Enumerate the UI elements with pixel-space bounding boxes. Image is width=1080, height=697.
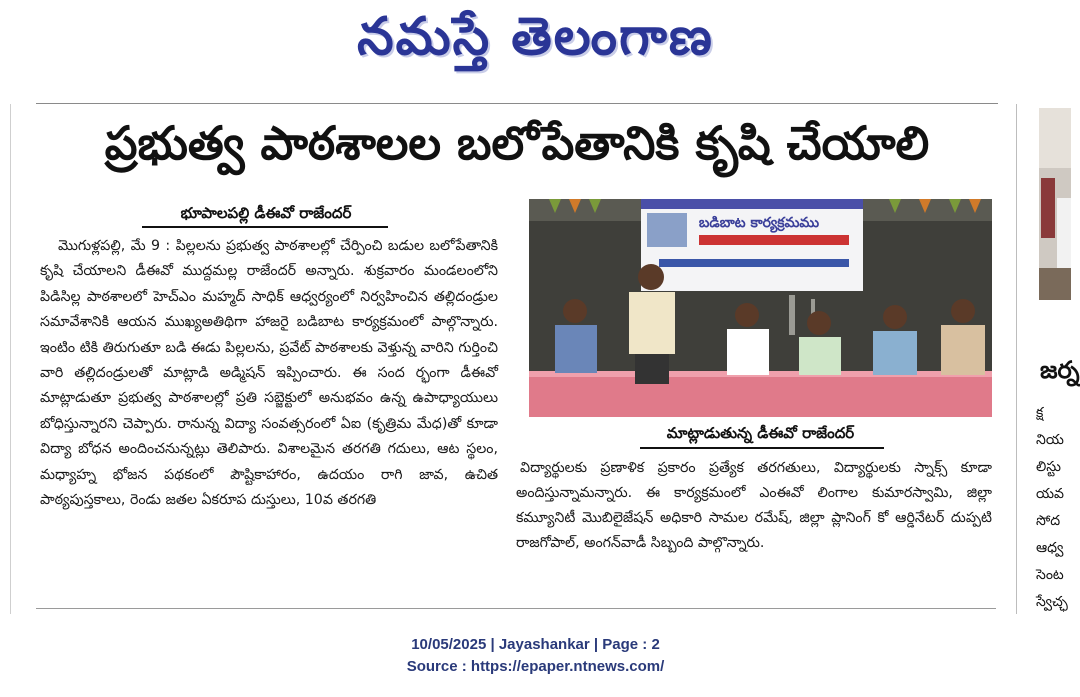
adjacent-text-line: స్వేచ్ఛ xyxy=(1036,594,1068,610)
adjacent-text-line: ఆధ్వ xyxy=(1036,540,1064,556)
adjacent-article-text xyxy=(1036,400,1071,610)
adjacent-text-line: లిస్టు xyxy=(1036,459,1061,475)
adjacent-article-headline: జర్న xyxy=(1040,356,1080,384)
article-photo xyxy=(529,199,992,417)
article-headline: ప్రభుత్వ పాఠశాలల బలోపేతానికి కృషి చేయాలి xyxy=(104,116,930,170)
footer-date-edition: 10/05/2025 | Jayashankar | Page : 2 xyxy=(411,636,660,653)
adjacent-photo-illustration xyxy=(1039,108,1071,300)
column-divider-left xyxy=(10,104,11,614)
article-body-right xyxy=(516,456,992,596)
adjacent-text-line: యవ xyxy=(1036,486,1064,502)
photo-caption: మాట్లాడుతున్న డీఈవో రాజేందర్ xyxy=(666,424,855,442)
photo-illustration xyxy=(529,199,992,417)
photo-banner-text: బడిబాట కార్యక్రమము xyxy=(698,215,820,231)
masthead xyxy=(0,0,1071,86)
adjacent-text-line: సెంట xyxy=(1036,567,1064,583)
article-byline: భూపాలపల్లి డీఈవో రాజేందర్ xyxy=(180,204,352,222)
body-paragraph-left: మొగుళ్లపల్లి, మే 9 : పిల్లలను ప్రభుత్వ పాఠశాలల్లో చేర్పించి బడుల బలోపేతానికి కృషి చేయాలని డీఈవో ముద్దమల్ల రాజేందర్ అన్నారు. శుక్రవారం మండలంలోని పిడిసిల్ల పాఠశాలలో హెచ్ఎం మహ్మద్ సాధిక్ ఆధ్వర్యంలో నిర్వహించిన తల్లిదండ్రుల సమావేశానికి ఆయన ముఖ్యఅతిథిగా హాజరై బడిబాట కార్యక్రమంలో పాల్గొన్నారు. ఇంటిం టికి తిరుగుతూ బడి ఈడు పిల్లలను, ప్రవేట్ పాఠశాలకు వెళ్తున్న వారిని గుర్తించి వారి తల్లిదండ్రులతో మాట్లాడి అడ్మిషన్ ఇప్పించారు. ఈ సంద ర్భంగా డీఈవో మాట్లాడుతూ ప్రభుత్వ పాఠశాలల్లో ప్రతి సబ్జెక్టులో అనుభవం ఉన్న ఉపాధ్యాయులు బోధిస్తున్నారని చెప్పారు. రానున్న విద్యా సంవత్సరంలో ఏఐ (కృత్రిమ మేధ)తో కూడా విద్యా బోధన అందించనున్నట్లు తెలిపారు. విశాలమైన తరగతి గదులు, ఆట స్థలం, మధ్యాహ్న భోజన పథకంలో పౌష్టికాహారం, ఉదయం రాగి జావ, ఉచిత పాఠ్యపుస్తకాలు, రెండు జతల ఏకరూప దుస్తులు, 10వ తరగతి xyxy=(40,238,498,509)
column-divider-right xyxy=(1016,104,1017,614)
byline-underline xyxy=(142,226,388,228)
bottom-rule xyxy=(36,608,996,609)
footer-source: Source : https://epaper.ntnews.com/ xyxy=(406,658,665,675)
adjacent-text-line: నియ xyxy=(1036,432,1064,448)
adjacent-article-photo xyxy=(1039,108,1071,300)
top-rule xyxy=(36,103,998,104)
adjacent-text-line: క్ష xyxy=(1036,405,1044,421)
article-body-left xyxy=(40,234,498,590)
newspaper-logo: నమస్తే తెలంగాణ xyxy=(357,6,714,67)
body-paragraph-right: విద్యార్థులకు ప్రణాళిక ప్రకారం ప్రత్యేక తరగతులు, విద్యార్థులకు స్నాక్స్ కూడా అందిస్తున్నామన్నారు. ఈ కార్యక్రమంలో ఎంఈవో లింగాల కుమారస్వామి, జిల్లా కమ్యూనిటీ మొబిలైజేషన్ అధికారి సామల రమేష్, జిల్లా ప్లానింగ్ కో ఆర్డినేటర్ దుప్పటి రాజగోపాల్, అంగన్‌వాడీ సిబ్బంది పాల్గొన్నారు. xyxy=(516,460,992,551)
adjacent-text-line: సోద xyxy=(1036,513,1061,529)
caption-underline xyxy=(640,447,884,449)
